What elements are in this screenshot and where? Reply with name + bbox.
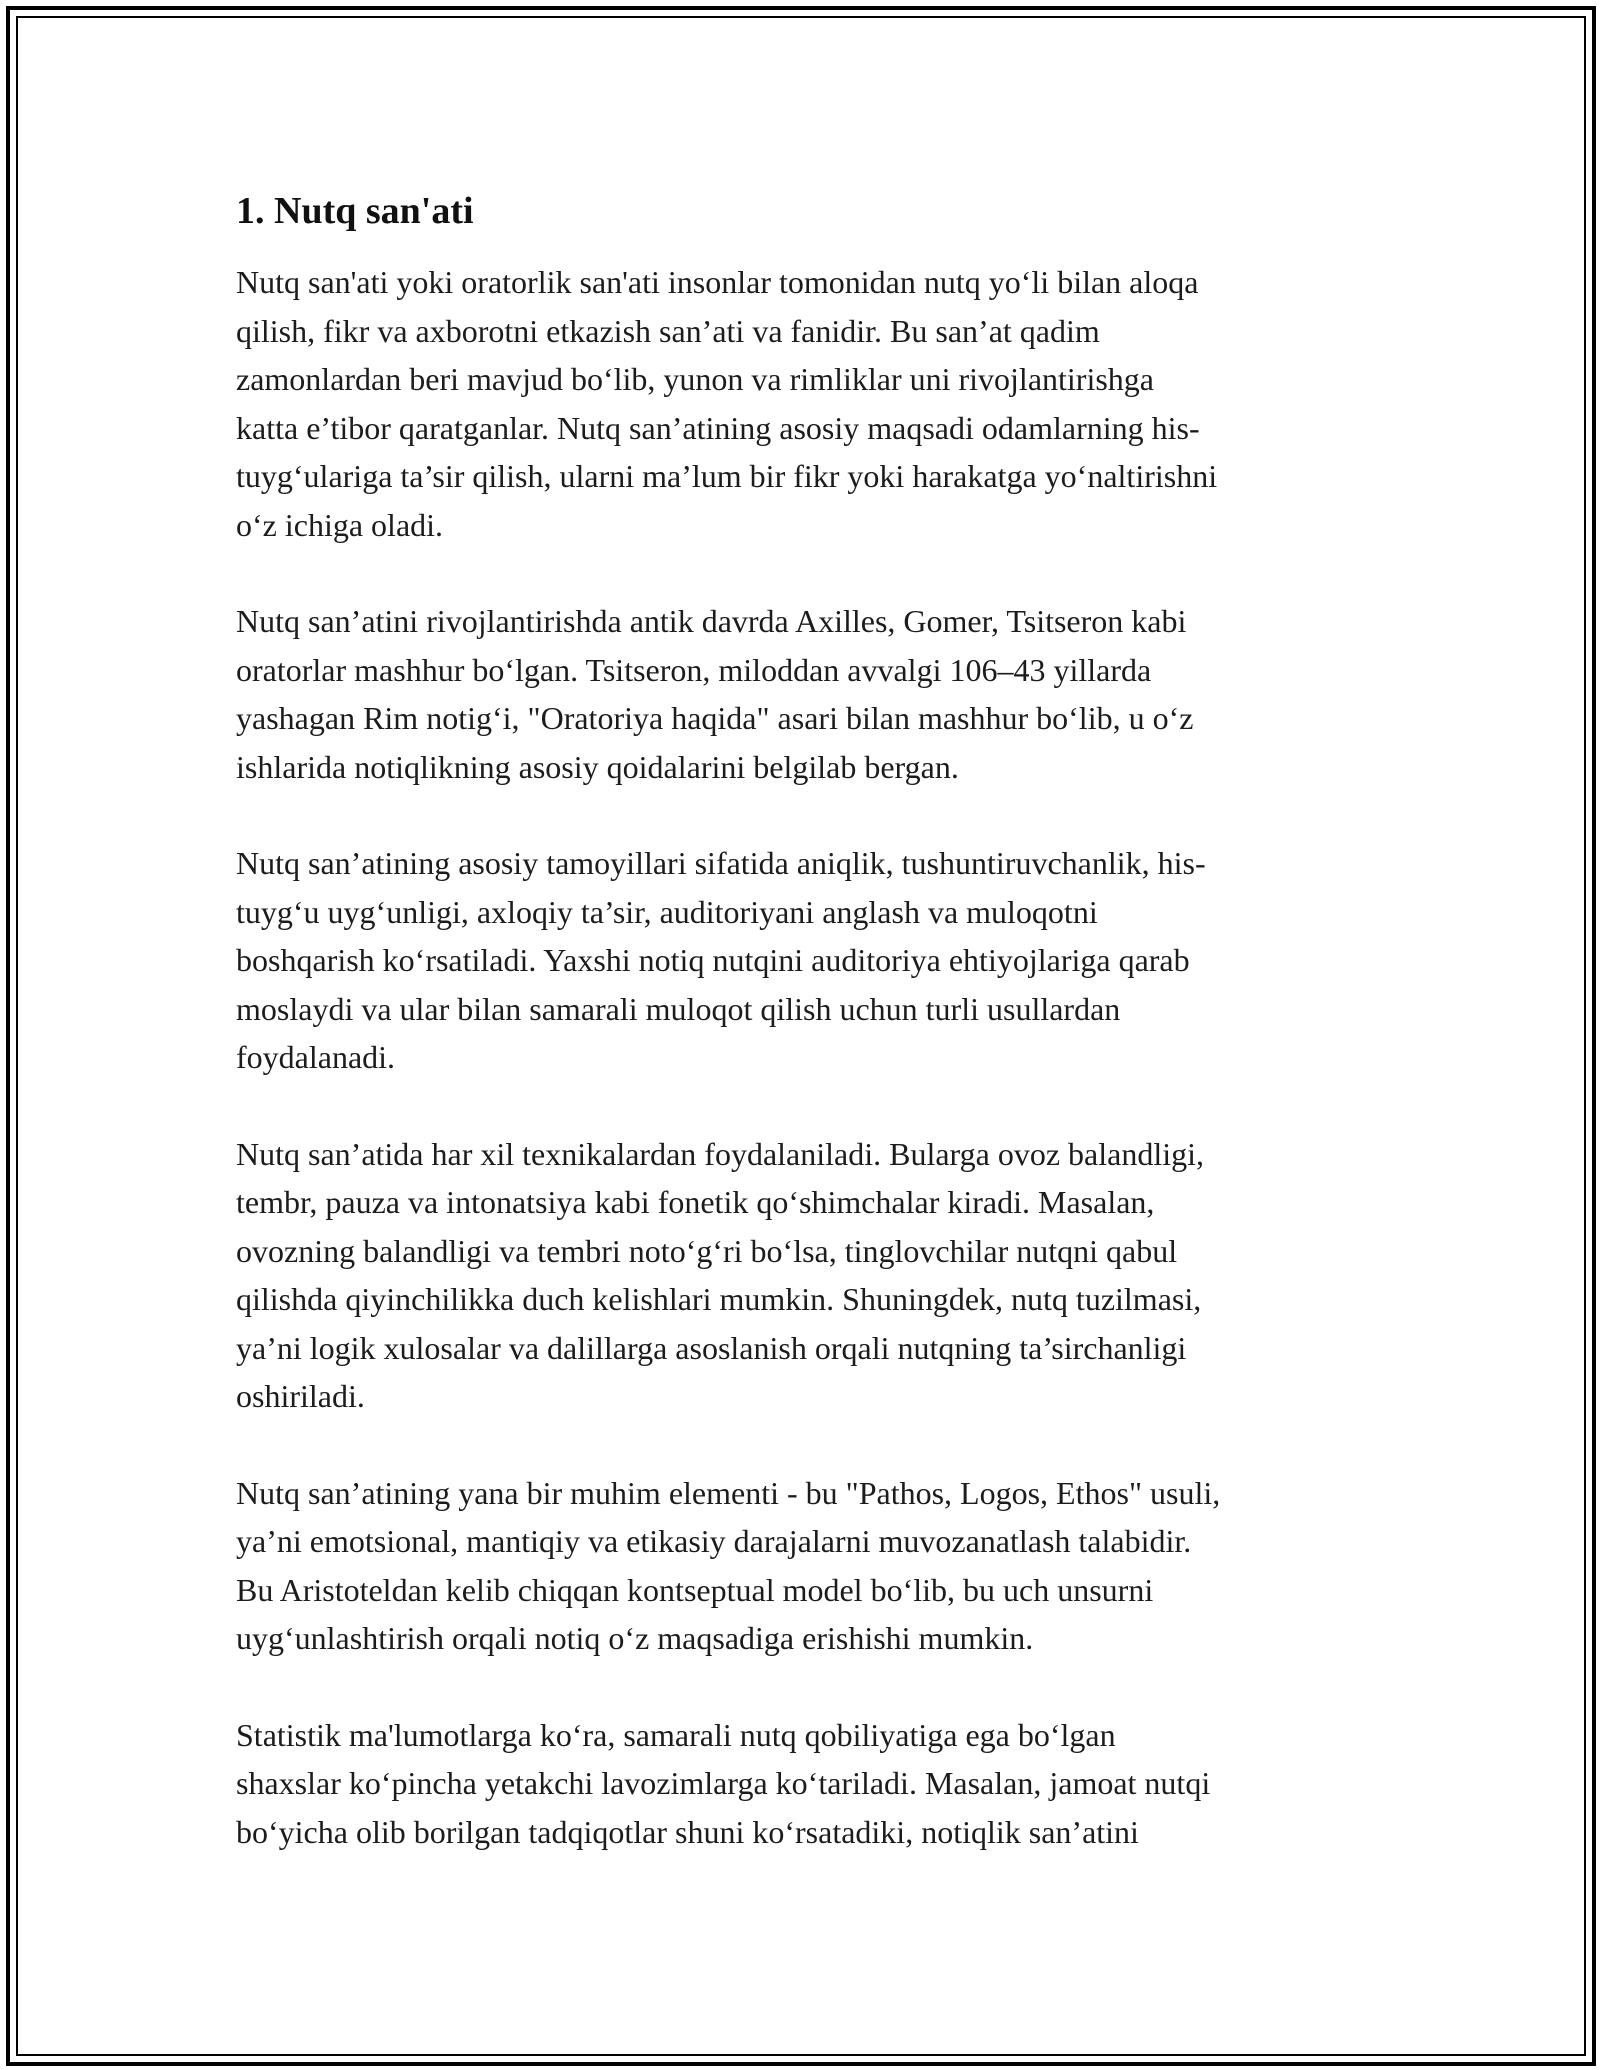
paragraph-line: foydalanadi.	[236, 1039, 396, 1075]
paragraph-line: Nutq san’atining yana bir muhim elementi - bu "Pathos, Logos, Ethos" usuli,	[236, 1474, 1221, 1511]
paragraph-line: qilish, fikr va axborotni etkazish san’ati va fanidir. Bu san’at qadim	[236, 312, 1100, 349]
paragraph-3	[236, 839, 1376, 1082]
paragraph-line: tembr, pauza va intonatsiya kabi fonetik qo‘shimchalar kiradi. Masalan,	[236, 1184, 1155, 1220]
document-body	[236, 186, 1376, 1904]
section-heading: 1. Nutq san'ati	[236, 190, 474, 232]
paragraph-2	[236, 597, 1376, 791]
paragraph-line: Nutq san’atini rivojlantirishda antik davrda Axilles, Gomer, Tsitseron kabi	[236, 603, 1187, 639]
paragraph-line: yashagan Rim notig‘i, "Oratoriya haqida" asari bilan mashhur bo‘lib, u o‘z	[236, 700, 1194, 736]
paragraph-line: katta e’tibor qaratganlar. Nutq san’atining asosiy maqsadi odamlarning his-	[236, 409, 1200, 446]
paragraph-line: oshiriladi.	[236, 1378, 365, 1414]
paragraph-1	[236, 258, 1376, 549]
paragraph-line: shaxslar ko‘pincha yetakchi lavozimlarga ko‘tariladi. Masalan, jamoat nutqi	[236, 1765, 1211, 1801]
paragraph-line: ishlarida notiqlikning asosiy qoidalarini belgilab bergan.	[236, 748, 959, 785]
paragraph-line: Nutq san'ati yoki oratorlik san'ati insonlar tomonidan nutq yo‘li bilan aloqa	[236, 264, 1199, 300]
paragraph-line: bo‘yicha olib borilgan tadqiqotlar shuni ko‘rsatadiki, notiqlik san’atini	[236, 1813, 1139, 1850]
paragraph-line: tuyg‘u uyg‘unligi, axloqiy ta’sir, auditoriyani anglash va muloqotni	[236, 893, 1098, 930]
paragraph-line: tuyg‘ulariga ta’sir qilish, ularni ma’lum bir fikr yoki harakatga yo‘naltirishni	[236, 458, 1218, 494]
paragraph-line: oratorlar mashhur bo‘lgan. Tsitseron, miloddan avvalgi 106–43 yillarda	[236, 651, 1152, 688]
paragraph-line: qilishda qiyinchilikka duch kelishlari mumkin. Shuningdek, nutq tuzilmasi,	[236, 1281, 1202, 1317]
paragraph-line: Statistik ma'lumotlarga ko‘ra, samarali nutq qobiliyatiga ega bo‘lgan	[236, 1716, 1116, 1753]
paragraph-5	[236, 1469, 1376, 1663]
paragraph-line: Nutq san’atida har xil texnikalardan foydalaniladi. Bularga ovoz balandligi,	[236, 1135, 1204, 1172]
paragraph-4	[236, 1130, 1376, 1421]
paragraph-line: o‘z ichiga oladi.	[236, 506, 444, 543]
paragraph-line: ovozning balandligi va tembri noto‘g‘ri bo‘lsa, tinglovchilar nutqni qabul	[236, 1232, 1178, 1269]
paragraph-line: Bu Aristoteldan kelib chiqqan kontseptual model bo‘lib, bu uch unsurni	[236, 1571, 1154, 1608]
paragraph-line: boshqarish ko‘rsatiladi. Yaxshi notiq nutqini auditoriya ehtiyojlariga qarab	[236, 942, 1190, 978]
paragraph-line: moslaydi va ular bilan samarali muloqot qilish uchun turli usullardan	[236, 990, 1121, 1027]
paragraph-line: Nutq san’atining asosiy tamoyillari sifatida aniqlik, tushuntiruvchanlik, his-	[236, 845, 1206, 881]
paragraph-6	[236, 1711, 1376, 1857]
paragraph-line: zamonlardan beri mavjud bo‘lib, yunon va rimliklar uni rivojlantirishga	[236, 361, 1154, 397]
paragraph-line: ya’ni logik xulosalar va dalillarga asoslanish orqali nutqning ta’sirchanligi	[236, 1329, 1187, 1366]
paragraph-line: ya’ni emotsional, mantiqiy va etikasiy darajalarni muvozanatlash talabidir.	[236, 1523, 1192, 1559]
paragraph-line: uyg‘unlashtirish orqali notiq o‘z maqsadiga erishishi mumkin.	[236, 1620, 1034, 1656]
